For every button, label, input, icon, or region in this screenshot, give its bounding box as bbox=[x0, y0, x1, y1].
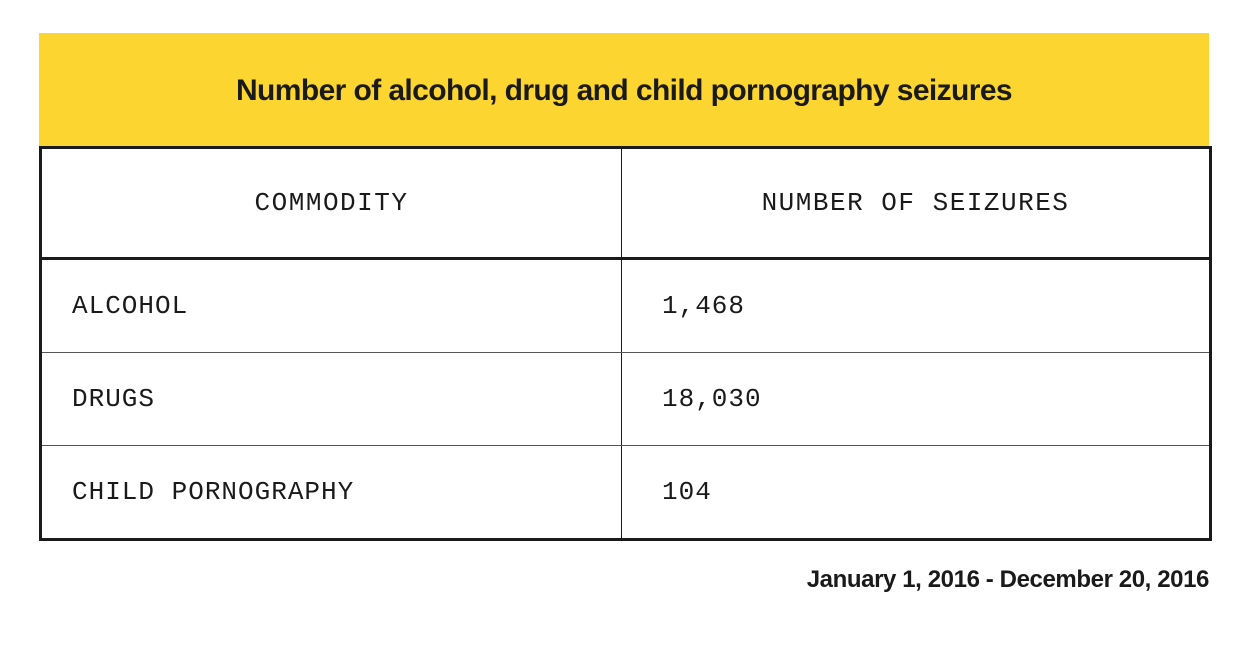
date-range-footnote: January 1, 2016 - December 20, 2016 bbox=[806, 566, 1209, 593]
seizures-table-figure bbox=[39, 33, 1209, 541]
commodity-cell: DRUGS bbox=[41, 353, 622, 446]
seizures-table bbox=[39, 146, 1212, 541]
title-bar bbox=[39, 33, 1209, 146]
table-row bbox=[41, 259, 1211, 353]
column-header-seizures: NUMBER OF SEIZURES bbox=[622, 148, 1211, 259]
table-title: Number of alcohol, drug and child pornography seizures bbox=[235, 73, 1013, 107]
commodity-cell: CHILD PORNOGRAPHY bbox=[41, 446, 622, 540]
column-header-commodity: COMMODITY bbox=[41, 148, 622, 259]
header-row bbox=[41, 148, 1211, 259]
seizures-cell: 18,030 bbox=[622, 353, 1211, 446]
seizures-cell: 104 bbox=[662, 477, 712, 507]
table-row bbox=[41, 353, 1211, 446]
commodity-cell: ALCOHOL bbox=[41, 259, 622, 353]
table-row bbox=[41, 446, 1211, 540]
seizures-cell: 1,468 bbox=[622, 259, 1211, 353]
